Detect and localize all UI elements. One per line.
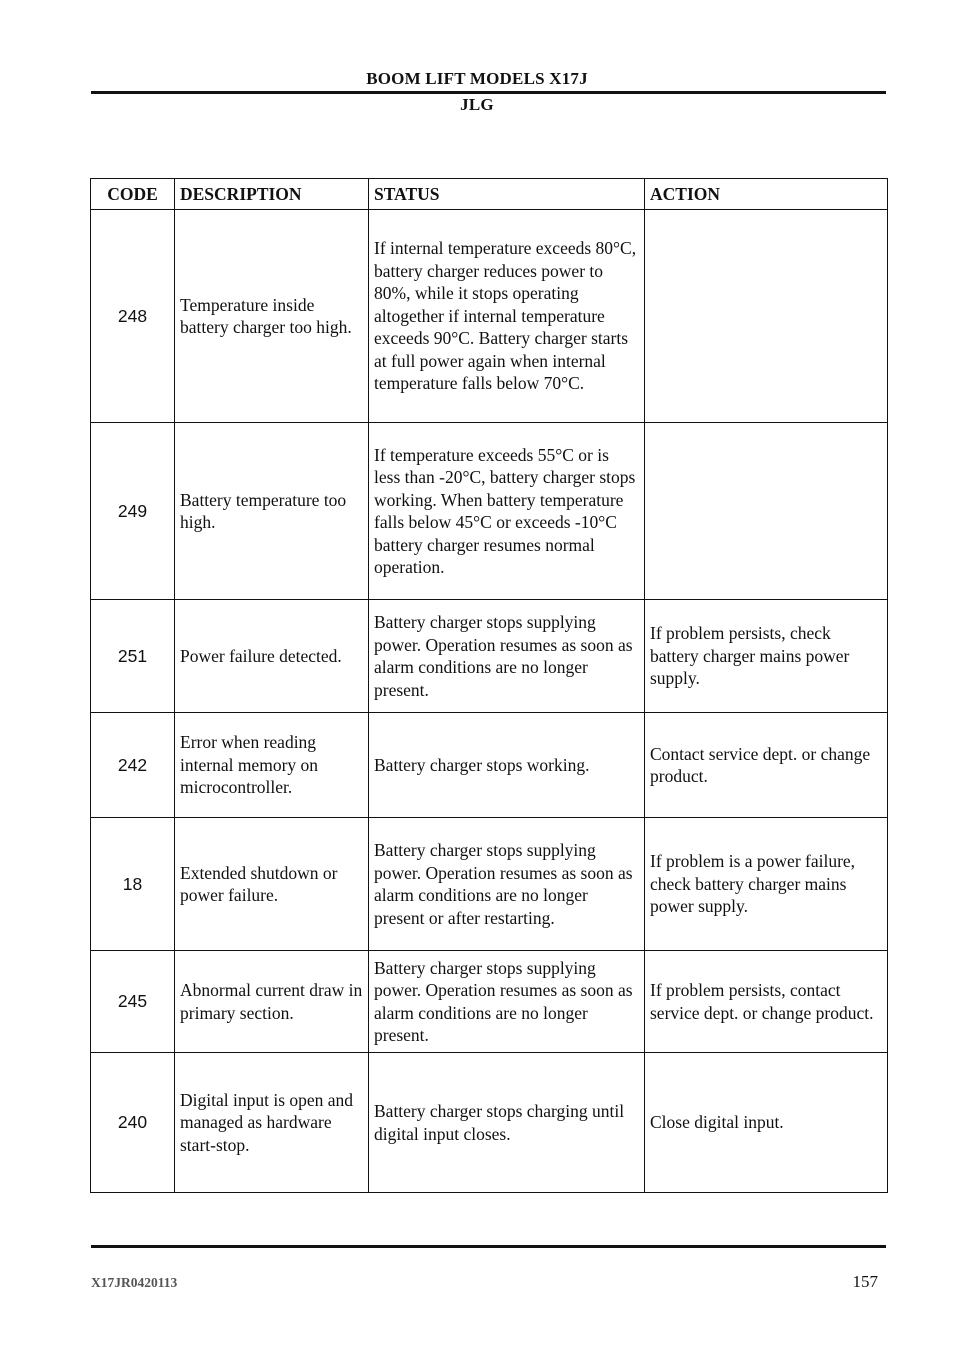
cell-code: 240 xyxy=(91,1053,175,1193)
document-code: X17JR0420113 xyxy=(91,1275,178,1290)
cell-action: If problem persists, contact service dept. or change product. xyxy=(645,951,888,1053)
column-header-action: ACTION xyxy=(645,179,888,210)
cell-action xyxy=(645,423,888,600)
table-row xyxy=(91,818,888,951)
cell-status: Battery charger stops charging until digital input closes. xyxy=(369,1053,645,1193)
cell-code: 18 xyxy=(91,818,175,951)
cell-status: Battery charger stops working. xyxy=(369,713,645,818)
table-row xyxy=(91,210,888,423)
cell-code: 248 xyxy=(91,210,175,423)
footer-rule xyxy=(91,1245,886,1248)
cell-description: Battery temperature too high. xyxy=(175,423,369,600)
cell-action: If problem persists, check battery charger mains power supply. xyxy=(645,600,888,713)
header-rule xyxy=(91,91,886,94)
cell-status: Battery charger stops supplying power. Operation resumes as soon as alarm conditions are no longer present. xyxy=(369,951,645,1053)
cell-description: Temperature inside battery charger too high. xyxy=(175,210,369,423)
cell-code: 245 xyxy=(91,951,175,1053)
cell-status: If internal temperature exceeds 80°C, battery charger reduces power to 80%, while it stops operating altogether if internal temperature exceeds 90°C. Battery charger starts at full power again when internal temperature falls below 70°C. xyxy=(369,210,645,423)
cell-action: Contact service dept. or change product. xyxy=(645,713,888,818)
cell-action: If problem is a power failure, check battery charger mains power supply. xyxy=(645,818,888,951)
cell-description: Digital input is open and managed as hardware start-stop. xyxy=(175,1053,369,1193)
cell-description: Abnormal current draw in primary section. xyxy=(175,951,369,1053)
column-header-description: DESCRIPTION xyxy=(175,179,369,210)
cell-status: Battery charger stops supplying power. Operation resumes as soon as alarm conditions are no longer present or after restarting. xyxy=(369,818,645,951)
page-number: 157 xyxy=(852,1272,878,1291)
error-code-table xyxy=(90,178,888,1193)
cell-status: Battery charger stops supplying power. Operation resumes as soon as alarm conditions are no longer present. xyxy=(369,600,645,713)
cell-code: 249 xyxy=(91,423,175,600)
cell-code: 242 xyxy=(91,713,175,818)
table-row xyxy=(91,951,888,1053)
table-row xyxy=(91,423,888,600)
table-row xyxy=(91,1053,888,1193)
column-header-code: CODE xyxy=(91,179,175,210)
table-row xyxy=(91,600,888,713)
cell-code: 251 xyxy=(91,600,175,713)
document-title: BOOM LIFT MODELS X17J xyxy=(366,69,588,88)
table-row xyxy=(91,713,888,818)
cell-status: If temperature exceeds 55°C or is less than -20°C, battery charger stops working. When battery temperature falls below 45°C or exceeds -10°C battery charger resumes normal operation. xyxy=(369,423,645,600)
cell-action xyxy=(645,210,888,423)
cell-description: Power failure detected. xyxy=(175,600,369,713)
column-header-status: STATUS xyxy=(369,179,645,210)
brand-name: JLG xyxy=(460,95,494,114)
cell-action: Close digital input. xyxy=(645,1053,888,1193)
cell-description: Extended shutdown or power failure. xyxy=(175,818,369,951)
cell-description: Error when reading internal memory on microcontroller. xyxy=(175,713,369,818)
table-header-row xyxy=(91,179,888,210)
